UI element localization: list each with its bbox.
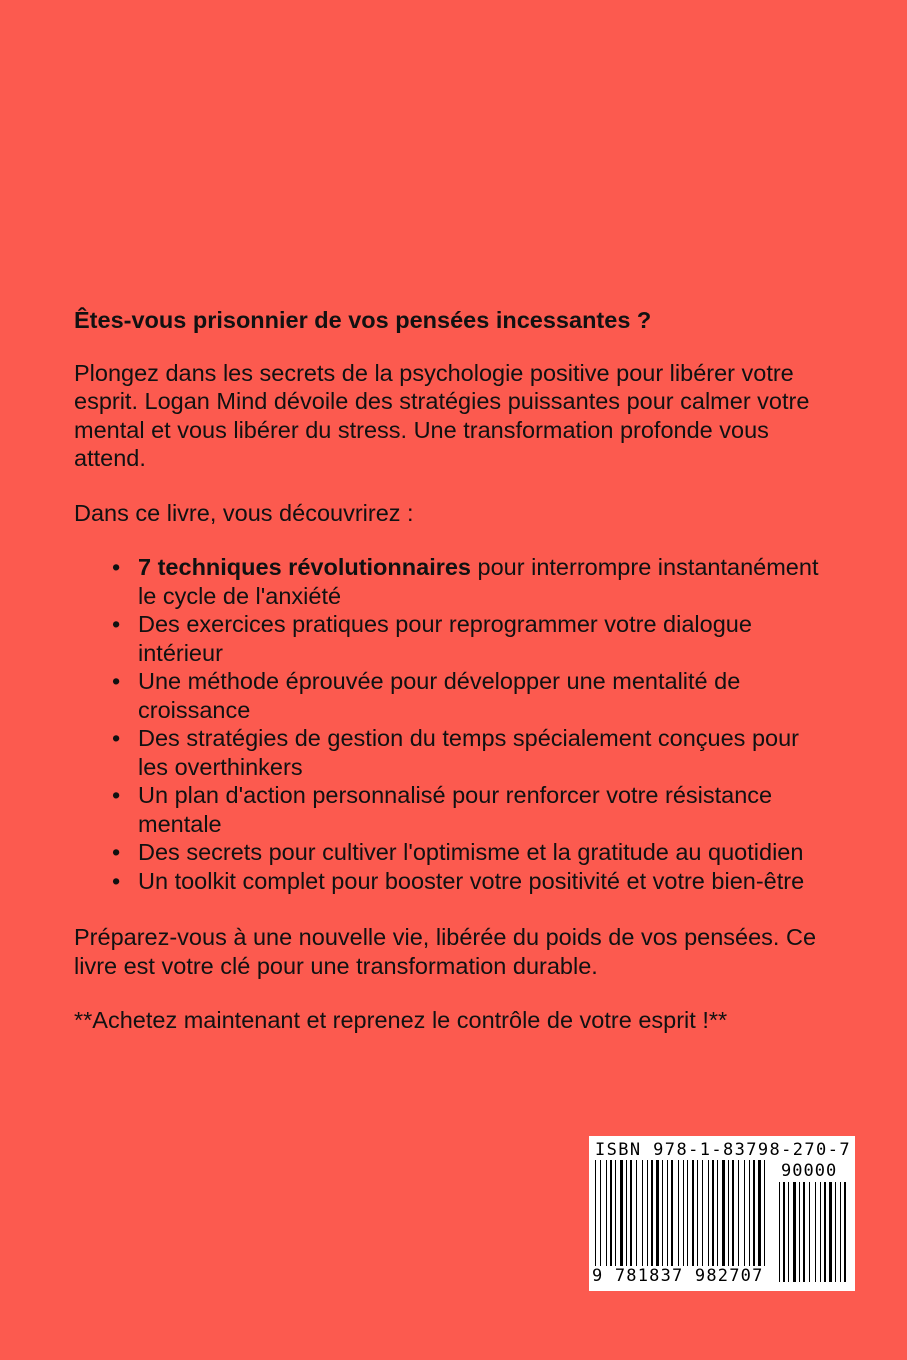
barcode-bar [642, 1160, 643, 1270]
benefit-item [112, 724, 834, 781]
headline: Êtes-vous prisonnier de vos pensées incessantes ? [74, 307, 652, 333]
addon-bar [783, 1182, 785, 1282]
addon-bar [844, 1182, 846, 1282]
bullet-icon: • [112, 554, 121, 580]
isbn-barcode [589, 1136, 855, 1291]
addon-bar [793, 1182, 796, 1282]
addon-bar [779, 1182, 780, 1282]
barcode-bar [753, 1160, 755, 1270]
bullet-icon: • [112, 725, 121, 751]
list-intro: Dans ce livre, vous découvrirez : [74, 499, 414, 526]
addon-bar [829, 1182, 832, 1282]
benefit-item-text: Des stratégies de gestion du temps spécialement conçues pour les overthinkers [138, 725, 799, 780]
benefit-item-text: Une méthode éprouvée pour développer une mentalité de croissance [138, 668, 741, 723]
barcode-bar [683, 1160, 684, 1270]
closing-paragraph: Préparez-vous à une nouvelle vie, libérée du poids de vos pensées. Ce livre est votre clé pour une transformation durable. [74, 924, 817, 979]
barcode-bar [626, 1160, 627, 1270]
benefit-item-text: Un toolkit complet pour booster votre positivité et votre bien-être [138, 867, 805, 894]
addon-bar [809, 1182, 810, 1282]
barcode-bar [697, 1160, 698, 1270]
benefit-item [112, 867, 834, 896]
bullet-icon: • [112, 668, 121, 694]
addon-bar [840, 1182, 841, 1282]
barcode-bar [722, 1160, 725, 1270]
barcode-bar [671, 1160, 673, 1270]
bullet-icon: • [112, 839, 121, 865]
barcode-bar [595, 1160, 596, 1270]
barcode-bar [615, 1160, 616, 1270]
benefit-item-highlight: 7 techniques révolutionnaires [138, 554, 472, 580]
barcode-bar [647, 1160, 648, 1270]
barcode-bar [630, 1160, 632, 1270]
benefit-item [112, 610, 834, 667]
benefit-item-text: pour interrompre instantanément le cycle de l'anxiété [138, 554, 819, 609]
addon-code: 90000 [781, 1161, 838, 1181]
barcode-bar [662, 1160, 663, 1270]
addon-bar [824, 1182, 826, 1282]
bullet-icon: • [112, 611, 121, 637]
barcode-bar [620, 1160, 623, 1270]
benefit-list [74, 553, 834, 895]
barcode-bar [708, 1160, 709, 1270]
barcode-bar [717, 1160, 718, 1270]
intro-paragraph: Plongez dans les secrets de la psychologie positive pour libérer votre esprit. Logan Mind dévoile des stratégies puissantes pour calmer votre mental et vous libérer du stress. Une transformation profonde vous attend. [74, 359, 810, 471]
back-cover-text [74, 306, 834, 1061]
benefit-item [112, 667, 834, 724]
addon-bar [820, 1182, 821, 1282]
barcode-bar [758, 1160, 761, 1270]
benefit-item [112, 838, 834, 867]
benefit-item [112, 781, 834, 838]
barcode-bar [610, 1160, 612, 1270]
benefit-item [112, 553, 834, 610]
call-to-action: **Achetez maintenant et reprenez le contrôle de votre esprit !** [74, 1007, 728, 1033]
bullet-icon: • [112, 782, 121, 808]
barcode-bar [702, 1160, 703, 1270]
barcode-bar [600, 1160, 601, 1270]
barcode-bar [728, 1160, 729, 1270]
bullet-icon: • [112, 867, 121, 894]
barcode-bar [606, 1160, 607, 1270]
isbn-label: ISBN 978-1-83798-270-7 [595, 1140, 851, 1160]
ean-digits: 9 781837 982707 [592, 1266, 764, 1286]
barcode-bar [678, 1160, 679, 1270]
barcode-bar [692, 1160, 694, 1270]
barcode-bar [656, 1160, 659, 1270]
barcode-bar [667, 1160, 668, 1270]
barcode-bar [732, 1160, 734, 1270]
barcode-bar [651, 1160, 653, 1270]
addon-bar [835, 1182, 836, 1282]
addon-bar [799, 1182, 800, 1282]
benefit-item-text: Des secrets pour cultiver l'optimisme et la gratitude au quotidien [138, 839, 804, 865]
barcode-bar [636, 1160, 637, 1270]
benefit-item-text: Des exercices pratiques pour reprogrammer votre dialogue intérieur [138, 611, 752, 666]
barcode-bar [744, 1160, 745, 1270]
barcode-bar [764, 1160, 765, 1270]
barcode-bar [687, 1160, 688, 1270]
benefit-item-text: Un plan d'action personnalisé pour renforcer votre résistance mentale [138, 782, 773, 837]
addon-bar [788, 1182, 789, 1282]
barcode-bar [738, 1160, 739, 1270]
barcode-bar [712, 1160, 714, 1270]
addon-bar [803, 1182, 805, 1282]
barcode-bar [749, 1160, 750, 1270]
addon-bar [815, 1182, 816, 1282]
